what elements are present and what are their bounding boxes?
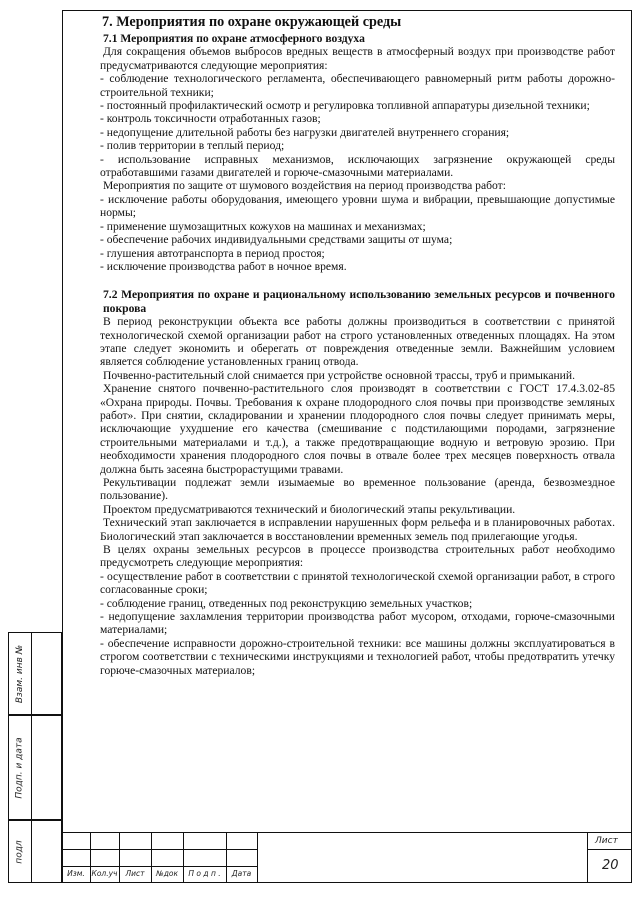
list-item: - использование исправных механизмов, исключающих загрязнение окружающей среды отработавшими газами двигателей и горюче-смазочными материалами. [100,152,615,180]
sheet-number: 20 [602,858,619,873]
margin-label-podp: Подп. и дата [15,736,25,799]
list-item: - обеспечение рабочих индивидуальными средствами защиты от шума; [100,233,453,247]
col-data: Дата [231,869,252,878]
section-7-2-title: 7.2 Мероприятия по охране и рациональному использованию земельных ресурсов и почвенного покрова [103,288,615,315]
list-item: - применение шумозащитных кожухов на машинах и механизмах; [100,219,426,233]
list-item: - глушения автотранспорта в период простоя; [100,246,325,260]
paragraph: Проектом предусматриваются технический и биологический этапы рекультивации. [103,502,516,516]
margin-label-vzam: Взам. инв № [15,644,25,703]
margin-label-inv: подл [15,839,25,864]
col-list: Лист [125,869,145,878]
col-podp: П о д п . [188,869,221,878]
paragraph: Хранение снятого почвенно-растительного слоя производят в соответствии с ГОСТ 17.4.3.02-85 «Охрана природы. Почвы. Требования к охране плодородного слоя почвы при производстве земляных работ». При снятии, складировании и хранении плодородного слоя почвы следует принимать меры, исключающие ухудшение его качества (смешивание с подстилающими породами, загрязнение строительными материалами и т.д.), а также предотвращающие водную и ветровую эрозию. При необходимости хранения плодородного слоя почвы в отвале более трех месяцев поверхность отвала должна быть засеяна быстрорастущими травами. [100,382,615,476]
list-item: - обеспечение исправности дорожно-строительной техники: все машины должны эксплуатироваться в строгом соответствии с техническими инструкциями и технологией работ, чтобы предотвратить утечку горюче-смазочных материалов; [100,636,615,677]
col-kol-uch: Кол.уч [91,869,118,878]
list-item: - полив территории в теплый период; [100,139,285,153]
paragraph: Почвенно-растительный слой снимается при устройстве основной трассы, труб и примыканий. [103,368,575,382]
paragraph: Мероприятия по защите от шумового воздействия на период производства работ: [103,179,506,193]
sheet-label: Лист [595,836,618,846]
paragraph: Рекультивации подлежат земли изымаемые во временное пользование (аренда, безвозмездное пользование). [100,476,615,503]
paragraph: Для сокращения объемов выбросов вредных веществ в атмосферный воздух при производстве работ предусматриваются следующие мероприятия: [100,45,615,72]
paragraph: Технический этап заключается в исправлении нарушенных форм рельефа и в планировочных работах. Биологический этап заключается в восстановлении временных земель под прилегающие угодья. [100,516,615,543]
list-item: - осуществление работ в соответствии с принятой технологической схемой организации работ, в строго согласованные сроки; [100,569,615,597]
list-item: - исключение производства работ в ночное время. [100,259,347,273]
title-block-top-line [62,832,632,833]
margin-cell-podp-value [32,715,62,820]
list-item: - контроль токсичности отработанных газов; [100,112,321,126]
title-block-row-line [62,866,257,867]
title-block-row-line [62,849,257,850]
list-item: - постоянный профилактический осмотр и регулировка топливной аппаратуры дизельной техники; [100,99,590,113]
col-izm: Изм. [67,869,85,878]
list-item: - недопущение захламления территории производства работ мусором, отходами, горюче-смазочными материалами; [100,610,615,637]
list-item: - соблюдение границ, отведенных под реконструкцию земельных участков; [100,596,473,610]
paragraph: В целях охраны земельных ресурсов в процессе производства строительных работ необходимо предусмотреть следующие мероприятия: [100,543,615,570]
list-item: - недопущение длительной работы без нагрузки двигателей внутреннего сгорания; [100,125,510,139]
margin-cell-vzam-value [32,632,62,715]
margin-cell-inv-value [32,820,62,883]
col-ndok: №док [155,869,179,878]
section-7-title: 7. Мероприятия по охране окружающей среды [102,14,402,30]
title-block-sheet-line [587,849,632,850]
section-7-1-title: 7.1 Мероприятия по охране атмосферного воздуха [103,32,365,45]
list-item: - соблюдение технологического регламента, обеспечивающего равномерный ритм работы дорожно-строительной техники; [100,72,615,99]
list-item: - исключение работы оборудования, имеющего уровни шума и вибрации, превышающие допустимые нормы; [100,192,615,220]
page-content [100,14,615,677]
title-block [62,832,632,883]
paragraph: В период реконструкции объекта все работы должны производиться в соответствии с принятой технологической схемой организации работ на строго установленных отведенных площадях. На этом этапе следует экономить и оберегать от повреждения отведенные земли. Важнейшим условием является соблюдение установленных границ отвода. [100,315,615,369]
